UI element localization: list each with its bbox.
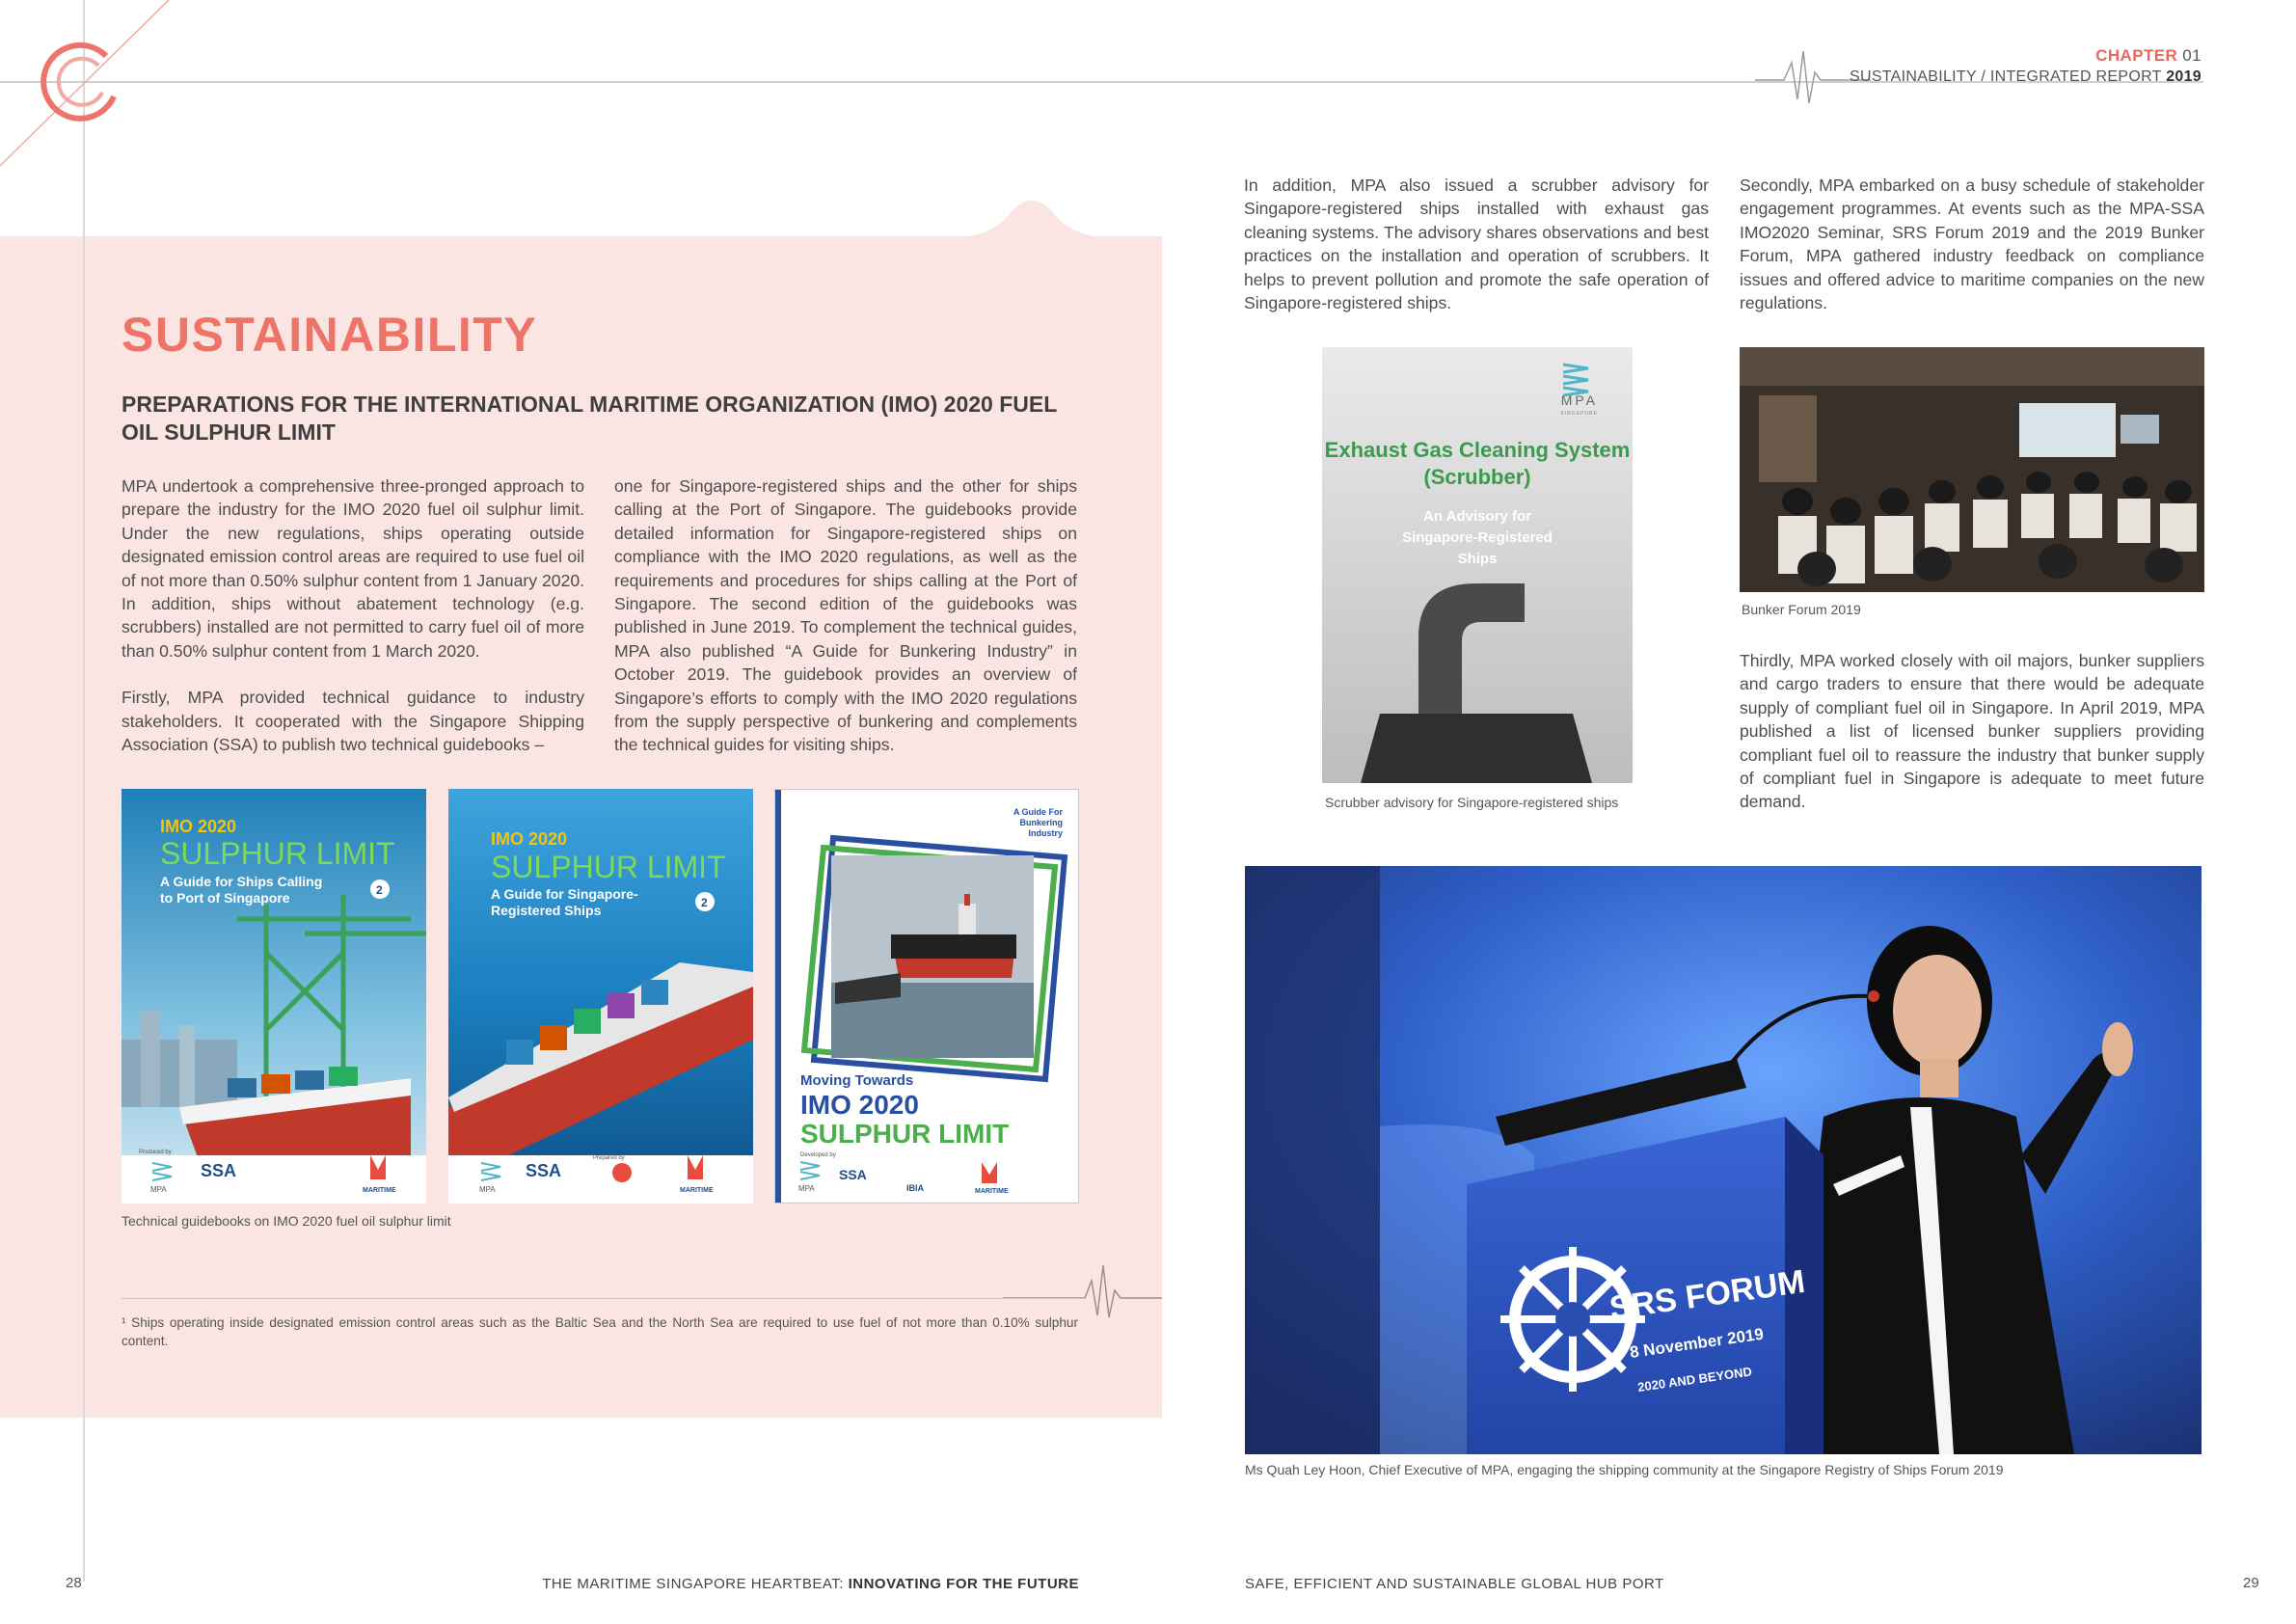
mpa-logo-text: MPA — [479, 1185, 496, 1194]
srs-forum-photo — [1245, 866, 2201, 1454]
scrubber-title-1: Exhaust Gas Cleaning System — [1324, 438, 1631, 462]
page-number-right: 29 — [2243, 1575, 2259, 1591]
edition-badge: 2 — [701, 896, 708, 909]
forum-caption: Ms Quah Ley Hoon, Chief Executive of MPA, engaging the shipping community at the Singapore Registry of Ships Forum 2019 — [1245, 1462, 2004, 1477]
book-top-text: IMO 2020 — [160, 817, 237, 836]
srs-forum-date: 8 November 2019 — [1628, 1324, 1766, 1362]
scrubber-sub-1: An Advisory for — [1423, 508, 1531, 525]
guidebook-cover-bunkering — [774, 789, 1079, 1204]
scrubber-advisory-cover — [1322, 347, 1633, 783]
scrubber-sub-2: Singapore-Registered — [1402, 529, 1553, 546]
edition-badge: 2 — [376, 883, 383, 897]
corner-text-2: Bunkering — [1019, 818, 1063, 827]
page-number-left: 28 — [66, 1575, 82, 1591]
mpa-logo-text: MPA — [150, 1185, 167, 1194]
mpa-logo-text: MPA — [1560, 392, 1598, 408]
srs-forum-tagline: 2020 AND BEYOND — [1636, 1364, 1753, 1394]
chapter-logo-icon — [29, 29, 135, 135]
paragraph: In addition, MPA also issued a scrubber advisory for Singapore-registered ships installed with exhaust gas cleaning systems. The advisory shares observations and best practices on the installation and operation of scrubbers. It helps to prevent pollution and promote the safe operation of Singapore-registered ships. — [1244, 176, 1709, 313]
scrubber-sub-3: Ships — [1457, 551, 1498, 567]
left-column-2 — [614, 474, 1077, 757]
ssa-logo-text: SSA — [526, 1161, 562, 1180]
section-subtitle: PREPARATIONS FOR THE INTERNATIONAL MARITIME ORGANIZATION (IMO) 2020 FUEL OIL SULPHUR LIMIT — [122, 392, 1057, 445]
ssa-logo-text: SSA — [839, 1167, 867, 1182]
bunker-caption: Bunker Forum 2019 — [1742, 602, 1861, 617]
scrubber-title-2: (Scrubber) — [1423, 465, 1531, 489]
books-caption: Technical guidebooks on IMO 2020 fuel oil sulphur limit — [122, 1213, 451, 1229]
developed-by-text: Developed by — [800, 1152, 836, 1158]
produced-by-text: Produced by — [139, 1150, 172, 1155]
paragraph: one for Singapore-registered ships and the other for ships calling at the Port of Singapore. The guidebooks provide detailed information for Singapore-registered ships on compliance with the IMO 2020 regulations, as well as the requirements and procedures for ships calling at the Port of Singapore. The second edition of the guidebooks was published in June 2019. To complement the technical guides, MPA also published “A Guide for Bunkering Industry” in October 2019. The guidebook provides an overview of Singapore’s efforts to comply with the IMO 2020 regulations from the supply perspective of bunkering and complements the technical guides for visiting ships. — [614, 476, 1077, 755]
paragraph: Firstly, MPA provided technical guidance to industry stakeholders. It cooperated with the Singapore Shipping Association (SSA) to publish two technical guidebooks – — [122, 688, 584, 755]
srs-forum-text: SRS FORUM — [1607, 1262, 1808, 1327]
paragraph: Thirdly, MPA worked closely with oil majors, bunker suppliers and cargo traders to ensure that there would be adequate supply of compliant fuel oil in Singapore. In April 2019, MPA published a list of licensed bunker suppliers providing compliant fuel oil to reassure the industry that bunker supply of compliant fuel in Singapore is adequate to meet future demand. — [1740, 651, 2204, 812]
maritime-logo-text: MARITIME — [975, 1188, 1009, 1195]
left-margin-rule — [83, 0, 85, 1582]
maritime-logo-text: MARITIME — [363, 1187, 396, 1194]
moving-towards-text: Moving Towards — [800, 1072, 914, 1089]
singapore-text: SINGAPORE — [1560, 411, 1598, 417]
footnote-pulse-icon — [1003, 1254, 1162, 1321]
prepared-by-text: Prepared by — [593, 1155, 625, 1161]
ibia-logo-text: IBIA — [906, 1183, 924, 1193]
book-line2: to Port of Singapore — [160, 890, 290, 906]
right-column-2 — [1740, 174, 2204, 314]
book-line1: A Guide for Ships Calling — [160, 874, 323, 889]
mpa-logo-text: MPA — [798, 1184, 815, 1193]
footnote-rule — [122, 1298, 1086, 1299]
chapter-label: CHAPTER 01 — [2095, 46, 2201, 65]
paragraph: Secondly, MPA embarked on a busy schedule of stakeholder engagement programmes. At events such as the MPA-SSA IMO2020 Seminar, SRS Forum 2019 and the 2019 Bunker Forum, MPA gathered industry feedback on compliance issues and offered advice to maritime companies on the new regulations. — [1740, 176, 2204, 313]
book-line1: A Guide for Singapore- — [491, 886, 638, 902]
footnote: ¹ Ships operating inside designated emission control areas such as the Baltic Sea and the North Sea are required to use fuel of not more than 0.10% sulphur content. — [122, 1315, 1078, 1348]
guidebook-cover-ships-calling — [122, 789, 426, 1204]
paragraph: MPA undertook a comprehensive three-pronged approach to prepare the industry for the IMO 2020 fuel oil sulphur limit. Under the new regulations, ships operating outside designated emission control areas are required to use fuel oil of not more than 0.50% sulphur content from 1 January 2020. In addition, ships without abatement technology (e.g. scrubbers) installed are not permitted to carry fuel oil of more than 0.50% sulphur content from 1 March 2020. — [122, 476, 584, 661]
partner-seal-icon — [612, 1163, 632, 1182]
section-title: SUSTAINABILITY — [122, 308, 538, 362]
right-column-3 — [1740, 649, 2204, 814]
scrubber-caption: Scrubber advisory for Singapore-registered ships — [1325, 795, 1619, 810]
running-footer-right: SAFE, EFFICIENT AND SUSTAINABLE GLOBAL HUB PORT — [1245, 1576, 1664, 1592]
imo-2020-text: IMO 2020 — [800, 1090, 919, 1120]
corner-text-3: Industry — [1028, 828, 1063, 838]
book-line2: Registered Ships — [491, 903, 602, 918]
running-footer-left: THE MARITIME SINGAPORE HEARTBEAT: INNOVATING FOR THE FUTURE — [542, 1576, 1079, 1592]
right-column-1 — [1244, 174, 1709, 314]
panel-bump-decoration — [955, 191, 1109, 249]
maritime-logo-text: MARITIME — [680, 1187, 714, 1194]
sulphur-limit-text: SULPHUR LIMIT — [800, 1119, 1010, 1149]
book-top-text: IMO 2020 — [491, 829, 568, 849]
ssa-logo-text: SSA — [201, 1161, 237, 1180]
guidebook-cover-registered-ships — [448, 789, 753, 1204]
book-title-text: SULPHUR LIMIT — [491, 850, 726, 884]
bunker-forum-photo — [1740, 347, 2204, 592]
corner-text-1: A Guide For — [1013, 807, 1063, 817]
book-title-text: SULPHUR LIMIT — [160, 836, 395, 871]
report-label: SUSTAINABILITY / INTEGRATED REPORT 2019 — [1850, 68, 2201, 85]
left-column-1 — [122, 474, 584, 756]
